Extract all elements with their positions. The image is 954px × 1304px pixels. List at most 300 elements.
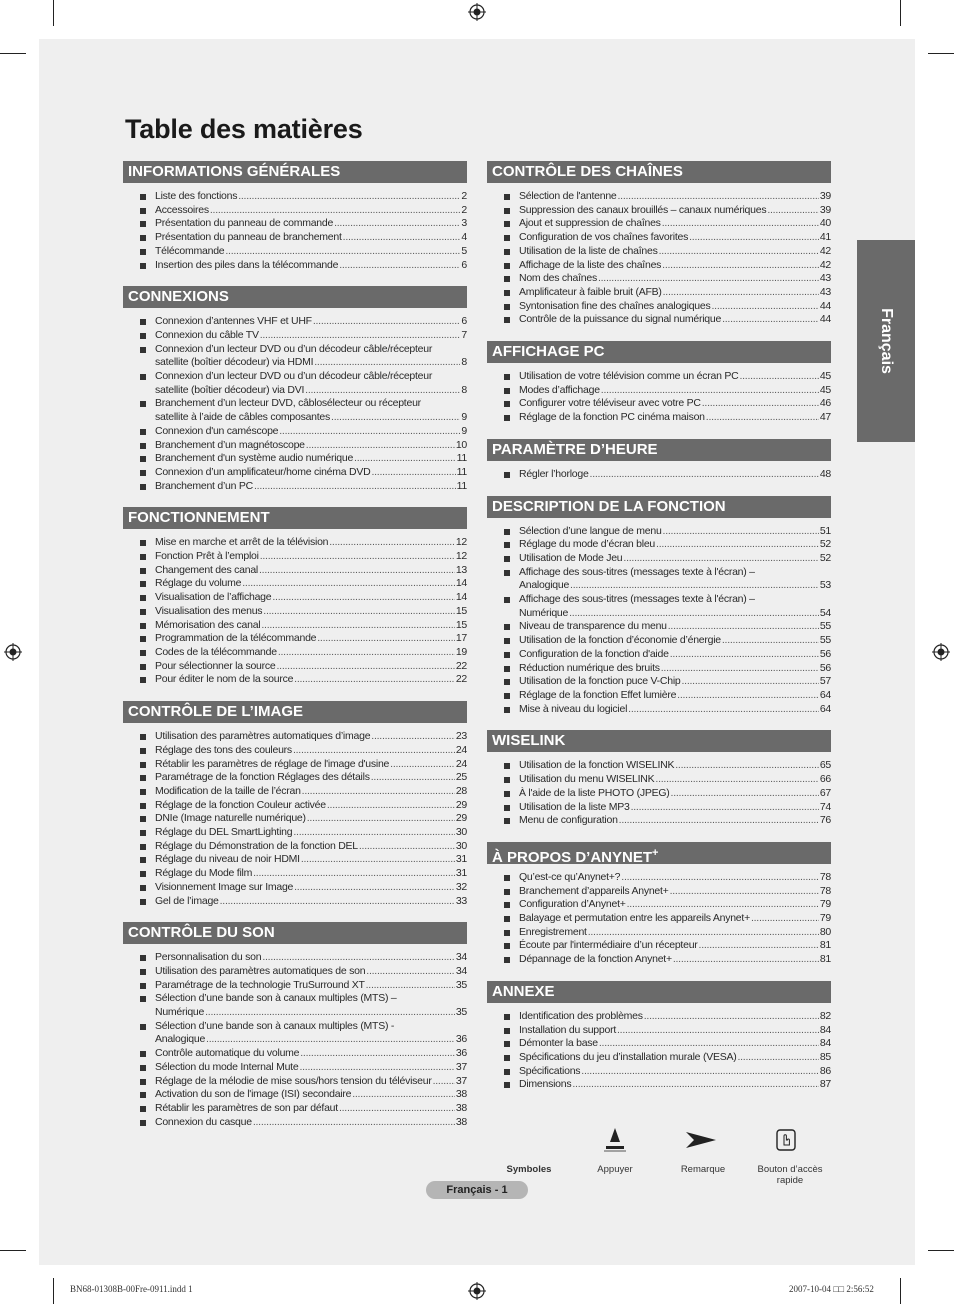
toc-section [123,507,467,687]
toc-entry-page: 47 [819,411,831,424]
toc-entry [140,979,467,993]
toc-entry-page: 30 [455,826,467,839]
section-heading [487,981,831,1003]
dot-leader [294,881,455,895]
toc-entry [504,773,831,787]
toc-entry-text-line: Connexion d’un lecteur DVD ou d’un décodeur câble/récepteur [155,342,433,355]
toc-entry-list [123,951,467,1129]
toc-entry-page: 14 [455,577,467,590]
toc-entry-page: 45 [819,383,831,396]
toc-entry-text: Branchement d’un PC [155,479,253,492]
dot-leader [352,1088,455,1102]
toc-entry-row [155,826,467,840]
toc-entry-page: 39 [819,190,831,202]
toc-entry-text: Balayage et permutation entre les appareils Anynet+ [519,912,750,925]
toc-entry [504,259,831,273]
toc-entry-text: Pour sélectionner la source [155,659,276,672]
toc-entry-text: Réglage du Démonstration de la fonction DEL [155,839,358,852]
toc-entry-page: 43 [819,272,831,285]
toc-entry-text: Paramétrage de la fonction Réglages des détails [155,771,370,784]
dot-leader [569,607,819,621]
toc-entry-text-line: Affichage des sous-titres (messages texte à l'écran) – [519,593,755,606]
toc-entry [504,286,831,300]
dot-leader [631,801,819,815]
toc-section [487,730,831,828]
toc-entry-text: Connexion du casque [155,1115,252,1128]
toc-entry-text: Sélection d’une langue de menu [519,524,662,537]
toc-entry-row [519,384,831,398]
toc-entry [504,675,831,689]
toc-entry-row [519,538,831,552]
toc-entry-text: Utilisation de la fonction d’économie d’énergie [519,634,721,647]
toc-entry-page: 6 [461,258,467,271]
dot-leader [300,1047,455,1061]
toc-entry [140,632,467,646]
toc-entry [504,566,831,593]
toc-entry-row [519,662,831,676]
toc-entry-row [155,217,467,231]
toc-entry-row [155,1047,467,1061]
toc-entry-row [155,425,467,439]
quick-access-label: Bouton d’accès rapide [757,1164,823,1186]
registration-mark-icon [468,1282,486,1300]
toc-entry-page: 30 [455,839,467,852]
toc-entry-text: Identification des problèmes [519,1009,643,1022]
toc-entry [504,313,831,327]
toc-entry-row [155,881,467,895]
toc-entry-row [519,300,831,314]
section-heading [123,161,467,183]
dot-leader [644,1010,819,1024]
toc-entry-text: Présentation du panneau de commande [155,217,334,230]
dot-leader [621,871,819,885]
toc-entry [140,840,467,854]
toc-entry [140,231,467,245]
toc-entry-row [519,1078,831,1092]
toc-entry [504,912,831,926]
dot-leader [628,703,819,717]
dot-leader [307,812,455,826]
dot-leader [314,356,460,370]
toc-entry-row [155,799,467,813]
toc-entry-text: Contrôle automatique du volume [155,1047,300,1060]
toc-entry-text: Régler l’horloge [519,467,589,480]
toc-entry-row [519,953,831,967]
toc-entry-row [519,1037,831,1051]
toc-section [123,161,467,272]
toc-entry-text: Dépannage de la fonction Anynet+ [519,953,672,966]
toc-entry-page: 22 [455,673,467,686]
crop-mark [900,1278,901,1304]
toc-entry-text: Accessoires [155,203,209,216]
toc-entry-row [155,895,467,909]
toc-entry-row [519,912,831,926]
toc-entry-page: 53 [819,579,831,592]
toc-entry-page: 37 [455,1074,467,1087]
toc-entry-text: Utilisation de Mode Jeu [519,551,623,564]
dot-leader [627,898,819,912]
toc-entry [140,1116,467,1130]
dot-leader [656,538,819,552]
toc-entry [140,315,467,329]
dot-leader [655,773,818,787]
toc-entry-page: 55 [819,620,831,633]
toc-entry-text: Réglage du mode d’écran bleu [519,538,656,551]
toc-entry [140,646,467,660]
dot-leader [327,799,455,813]
dot-leader [581,1065,819,1079]
dot-leader [225,245,460,259]
toc-entry [140,771,467,785]
toc-entry-page: 37 [455,1060,467,1073]
toc-entry-row [155,259,467,273]
toc-entry-page: 7 [461,328,467,341]
toc-entry-page: 86 [819,1064,831,1077]
section-heading [123,701,467,723]
dot-leader [366,979,455,993]
toc-entry-page: 8 [461,356,467,369]
toc-entry-text-line: Sélection d’une bande son à canaux multiples (MTS) – [155,992,397,1005]
page-number-badge: Français - 1 [426,1181,528,1199]
toc-entry-page: 84 [819,1037,831,1050]
dot-leader [299,1061,454,1075]
toc-entry-row [519,313,831,327]
toc-entry-text: Mémorisation des canal [155,618,261,631]
dot-leader [206,1033,455,1047]
toc-entry [140,370,467,397]
toc-left-column [123,161,467,1143]
toc-entry-row [519,648,831,662]
toc-entry-text: Réglage du DEL SmartLighting [155,826,293,839]
section-heading-text: CONTRÔLE DU SON [128,924,275,942]
dot-leader [706,411,819,425]
toc-entry-row [519,579,831,593]
toc-entry [140,965,467,979]
toc-entry-row [519,703,831,717]
toc-entry-row [155,785,467,799]
toc-entry-row [519,620,831,634]
toc-entry-text: Dimensions [519,1078,572,1091]
toc-entry-row [519,231,831,245]
toc-entry-row [519,525,831,539]
toc-entry-text: Branchement d’appareils Anynet+ [519,884,669,897]
dot-leader [260,550,455,564]
toc-entry-page: 84 [819,1023,831,1036]
crop-mark [0,53,26,54]
toc-entry-row [519,801,831,815]
toc-entry [140,619,467,633]
dot-leader [739,370,818,384]
dot-leader [663,286,819,300]
toc-entry-row [155,452,467,466]
toc-entry-row [155,315,467,329]
toc-section [487,439,831,482]
toc-entry-text: satellite (boîtier décodeur) via DVI [155,383,305,396]
toc-section [487,161,831,327]
toc-entry [504,217,831,231]
toc-entry [140,190,467,204]
toc-entry-row [155,1075,467,1089]
toc-entry [504,885,831,899]
toc-entry [140,397,467,424]
toc-entry [504,1037,831,1051]
toc-entry [140,812,467,826]
toc-entry-page: 54 [819,606,831,619]
toc-entry-text: Changement des canal [155,563,258,576]
toc-entry-row [155,867,467,881]
toc-entry-text: Amplificateur à faible bruit (AFB) [519,285,662,298]
toc-section [487,341,831,425]
toc-entry-row [155,758,467,772]
toc-entry-row [519,190,831,204]
dot-leader [359,840,455,854]
crop-mark [928,53,954,54]
toc-entry-row [155,329,467,343]
toc-entry-page: 10 [455,438,467,451]
toc-entry-text: Activation du son de l'image (ISI) secondaire [155,1088,352,1101]
toc-entry-page: 39 [819,203,831,216]
toc-entry [140,951,467,965]
dot-leader [722,634,819,648]
dot-leader [366,965,455,979]
toc-entry [504,662,831,676]
toc-entry-text: Configuration de la fonction d'aide [519,647,669,660]
dot-leader [305,384,460,398]
toc-entry [140,605,467,619]
section-heading [487,161,831,183]
toc-entry-row [519,607,831,621]
dot-leader [371,466,455,480]
toc-entry [140,1102,467,1116]
toc-entry-text: Connexion d'un caméscope [155,424,279,437]
toc-entry [504,538,831,552]
toc-entry-page: 42 [819,244,831,257]
toc-entry [140,660,467,674]
toc-entry-text: Contrôle de la puissance du signal numérique [519,313,722,326]
toc-entry-text: Sélection du mode Internal Mute [155,1060,299,1073]
toc-entry-text: Visionnement Image sur Image [155,880,294,893]
toc-entry-list [487,525,831,717]
toc-entry [504,801,831,815]
dot-leader [689,231,819,245]
toc-entry [140,799,467,813]
toc-entry-row [519,370,831,384]
toc-entry-page: 36 [455,1033,467,1046]
toc-entry-row [155,204,467,218]
toc-entry [140,591,467,605]
toc-entry-row [519,1065,831,1079]
toc-entry-row [519,468,831,482]
dot-leader [253,867,455,881]
toc-entry-row [519,204,831,218]
footer-file-name: BN68-01308B-00Fre-0911.indd 1 [70,1284,193,1294]
toc-entry [140,329,467,343]
toc-entry-page: 24 [455,743,467,756]
toc-entry-row [519,552,831,566]
toc-entry-page: 81 [819,953,831,966]
toc-entry [504,300,831,314]
toc-entry-row [155,564,467,578]
section-heading [123,922,467,944]
dot-leader [661,662,819,676]
toc-entry-page: 19 [455,645,467,658]
toc-entry-text: Utilisation de la fonction WISELINK [519,759,675,772]
toc-entry [140,259,467,273]
toc-entry [504,953,831,967]
toc-entry-text: Utilisation de votre télévision comme un écran PC [519,370,739,383]
toc-entry-text: Utilisation du menu WISELINK [519,773,655,786]
toc-entry-row [519,939,831,953]
toc-entry-text: Visualisation de l’affichage [155,591,272,604]
toc-entry-row [155,231,467,245]
quick-access-button-icon [775,1128,797,1152]
toc-entry-page: 48 [819,467,831,480]
toc-entry-text: Utilisation de la liste MP3 [519,800,630,813]
toc-entry [140,439,467,453]
toc-section [123,922,467,1129]
toc-entry-page: 11 [456,479,467,492]
toc-entry-page: 81 [819,939,831,952]
dot-leader [767,204,818,218]
toc-entry-text: Programmation de la télécommande [155,632,317,645]
toc-entry-row [155,1033,467,1047]
toc-entry-text: Syntonisation fine des chaînes analogiques [519,299,711,312]
toc-entry-page: 8 [461,383,467,396]
dot-leader [259,564,455,578]
toc-entry-row [519,397,831,411]
toc-entry [504,1078,831,1092]
toc-entry-page: 15 [455,618,467,631]
toc-entry-text: Liste des fonctions [155,190,238,202]
toc-entry [504,190,831,204]
toc-entry-page: 9 [461,424,467,437]
toc-entry [140,853,467,867]
dot-leader [254,480,456,494]
toc-entry-page: 56 [819,647,831,660]
language-side-tab [857,240,915,442]
toc-entry [504,245,831,259]
toc-entry [140,758,467,772]
toc-entry-row [155,646,467,660]
dot-leader [329,536,455,550]
toc-entry-list [487,370,831,425]
toc-entry [140,1088,467,1102]
toc-entry-row [155,439,467,453]
toc-entry-row [155,1102,467,1116]
toc-entry [140,564,467,578]
toc-entry [140,217,467,231]
toc-entry [504,370,831,384]
dot-leader [253,1116,455,1130]
toc-entry [504,1065,831,1079]
dot-leader [262,951,454,965]
dot-leader [205,1006,455,1020]
toc-entry-text: satellite (boîtier décodeur) via HDMI [155,356,314,369]
dot-leader [711,300,818,314]
toc-entry-page: 6 [461,315,467,328]
dot-leader [598,272,819,286]
toc-entry-text: Mise à niveau du logiciel [519,702,628,715]
toc-entry-text: Rétablir les paramètres de réglage de l'image d'usine [155,757,390,770]
toc-entry-page: 82 [819,1009,831,1022]
toc-entry-row [519,259,831,273]
toc-entry-page: 51 [819,524,831,537]
toc-entry-page: 52 [819,551,831,564]
toc-entry-page: 12 [455,550,467,563]
toc-entry-text: Démonter la base [519,1037,598,1050]
toc-entry [140,204,467,218]
dot-leader [339,1102,455,1116]
toc-entry-text: Modes d’affichage [519,383,600,396]
toc-entry-row [519,898,831,912]
toc-entry-page: 29 [455,812,467,825]
dot-leader [737,1051,818,1065]
toc-entry [504,787,831,801]
dot-leader [261,619,454,633]
toc-entry-page: 79 [819,898,831,911]
toc-entry-page: 43 [819,285,831,298]
toc-entry-text: Réglage de la fonction Couleur activée [155,798,326,811]
toc-entry [504,593,831,620]
toc-entry-text-line: Connexion d’un lecteur DVD ou d’un décodeur câble/récepteur [155,370,433,383]
toc-entry-page: 64 [819,702,831,715]
toc-entry-text: Niveau de transparence du menu [519,620,667,633]
toc-section [123,701,467,908]
toc-entry-text: Sélection de l'antenne [519,190,617,202]
toc-entry [504,648,831,662]
toc-entry [140,245,467,259]
toc-entry [140,466,467,480]
dot-leader [390,758,455,772]
toc-entry-page: 22 [455,659,467,672]
toc-entry-page: 38 [455,1101,467,1114]
toc-entry [504,1024,831,1038]
crop-mark [0,1250,26,1251]
toc-entry [140,785,467,799]
toc-entry-page: 85 [819,1050,831,1063]
toc-entry-list [123,190,467,272]
section-heading [487,730,831,752]
toc-entry-text: Réduction numérique des bruits [519,661,660,674]
toc-entry-text: Paramétrage de la technologie TruSurround XT [155,978,365,991]
dot-leader [277,660,455,674]
section-heading-text: À PROPOS D’ANYNET [492,848,653,866]
toc-entry-row [155,190,467,204]
crop-mark [53,1278,54,1304]
symbols-legend [496,1122,836,1192]
toc-entry-page: 78 [819,884,831,897]
toc-entry-row [519,1024,831,1038]
dot-leader [722,313,819,327]
toc-entry-page: 2 [461,190,467,202]
toc-entry-row [155,979,467,993]
toc-entry [504,759,831,773]
dot-leader [670,885,819,899]
toc-entry-row [155,591,467,605]
dot-leader [668,620,819,634]
dot-leader [570,579,819,593]
toc-entry-page: 87 [819,1078,831,1091]
toc-entry-page: 32 [455,880,467,893]
dot-leader [601,384,819,398]
toc-entry-row [155,619,467,633]
section-heading-text: PARAMÈTRE D’HEURE [492,440,658,458]
toc-entry-row [155,356,467,370]
toc-entry-page: 11 [456,452,467,465]
section-heading [487,842,831,864]
toc-entry-text: satellite à l’aide de câbles composantes [155,411,331,424]
section-heading [487,341,831,363]
